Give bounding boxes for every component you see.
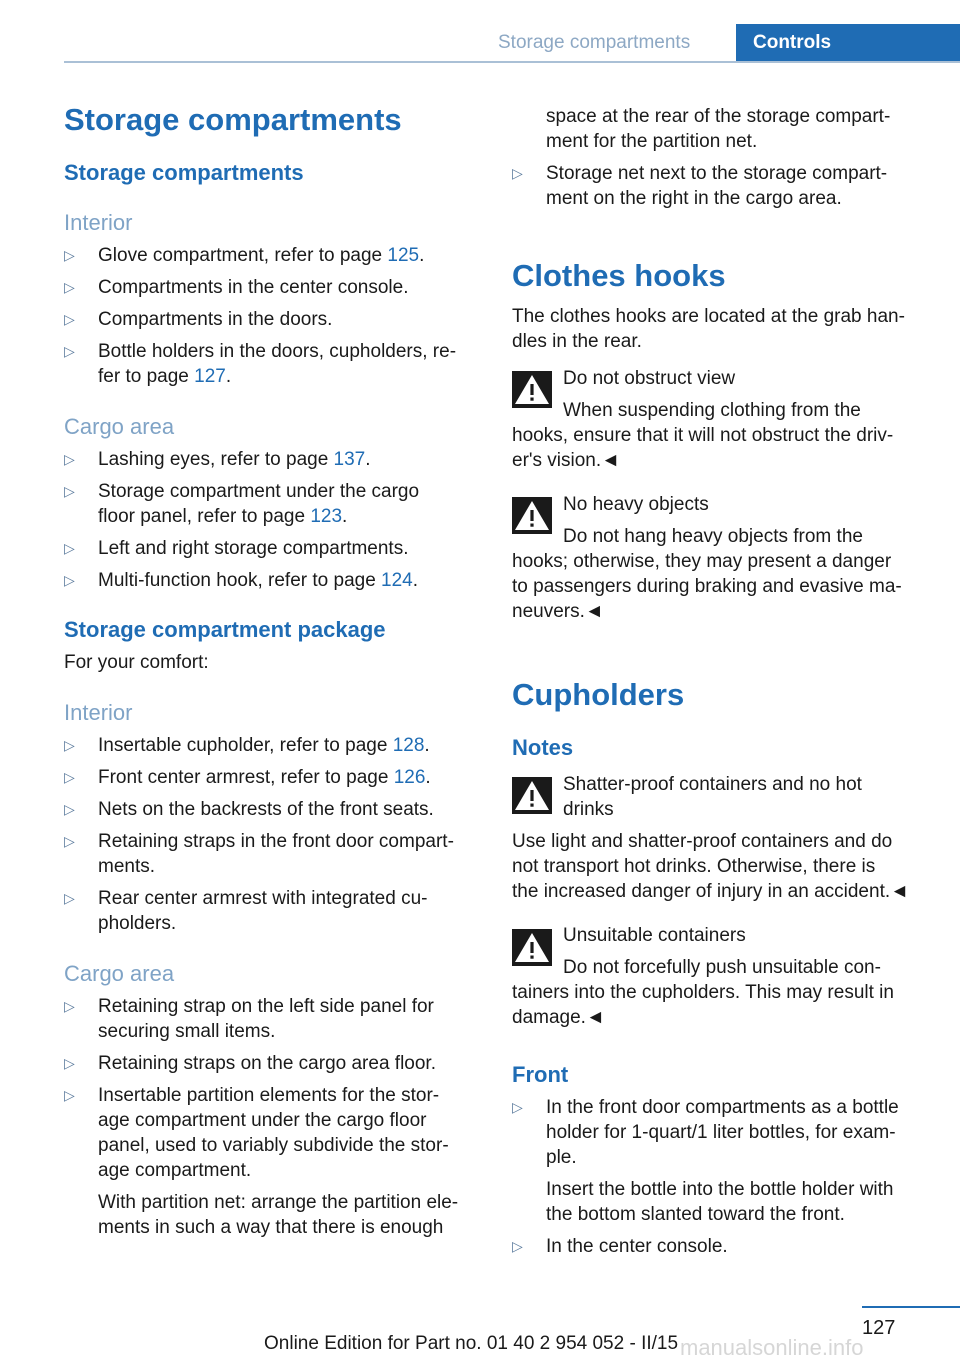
page-title: Storage compartments	[64, 102, 402, 137]
interior-heading: Interior	[64, 210, 133, 235]
bullet-icon: ▷	[64, 279, 75, 295]
warning-triangle-icon	[512, 371, 552, 408]
footer-rule	[862, 1306, 960, 1308]
bullet-icon: ▷	[512, 1238, 523, 1254]
bullet-icon: ▷	[64, 801, 75, 817]
partition-note-line: With partition net: arrange the partition ele-	[98, 1192, 459, 1213]
paragraph-line: The clothes hooks are located at the grab han-	[512, 306, 905, 327]
continued-line: ment for the partition net.	[546, 131, 758, 152]
bullet-icon: ▷	[64, 540, 75, 556]
page-link[interactable]: 127	[194, 366, 226, 387]
warning-text: hooks; otherwise, they may present a danger	[512, 551, 892, 572]
warning-text: damage.◄	[512, 1007, 605, 1028]
bullet-icon: ▷	[512, 1099, 523, 1115]
page-link[interactable]: 137	[333, 449, 366, 470]
warning-triangle-icon	[512, 497, 552, 534]
warning-text: er's vision.◄	[512, 450, 620, 471]
warning-title: Shatter-proof containers and no hot	[563, 774, 862, 795]
page-link[interactable]: 124	[381, 570, 413, 591]
warning-text: Do not hang heavy objects from the	[563, 526, 863, 547]
page-link[interactable]: 123	[310, 506, 343, 527]
warning-text: to passengers during braking and evasive ma-	[512, 576, 902, 597]
running-header-section: Storage compartments	[498, 32, 691, 53]
page-number: 127	[862, 1317, 896, 1339]
warning-text: not transport hot drinks. Otherwise, there is	[512, 856, 876, 877]
cargo-heading: Cargo area	[64, 414, 175, 439]
page-link[interactable]: 126	[393, 767, 426, 788]
header-rule	[64, 61, 960, 63]
warning-title: Unsuitable containers	[563, 925, 746, 946]
page-link[interactable]: 125	[387, 245, 420, 266]
package-intro: For your comfort:	[64, 652, 209, 673]
warning-text: Do not forcefully push unsuitable con-	[563, 957, 881, 978]
bullet-icon: ▷	[64, 451, 75, 467]
warning-text: the increased danger of injury in an accident.◄	[512, 881, 909, 902]
bullet-icon: ▷	[64, 572, 75, 588]
warning-triangle-icon	[512, 777, 552, 814]
pkg-cargo-heading: Cargo area	[64, 961, 175, 986]
warning-text: Use light and shatter-proof containers and do	[512, 831, 893, 852]
bullet-icon: ▷	[64, 890, 75, 906]
watermark: manualsonline.info	[680, 1335, 864, 1360]
package-heading: Storage compartment package	[64, 617, 386, 642]
warning-title: Do not obstruct view	[563, 368, 736, 389]
warning-text: When suspending clothing from the	[563, 400, 861, 421]
bullet-icon: ▷	[64, 343, 75, 359]
cupholders-title: Cupholders	[512, 677, 685, 712]
bullet-icon: ▷	[512, 165, 523, 181]
warning-text: tainers into the cupholders. This may result in	[512, 982, 894, 1003]
clothes-hooks-title: Clothes hooks	[512, 258, 726, 293]
pkg-interior-heading: Interior	[64, 700, 133, 725]
notes-heading: Notes	[512, 735, 574, 760]
bullet-icon: ▷	[64, 1055, 75, 1071]
warning-title: drinks	[563, 799, 614, 820]
bullet-icon: ▷	[64, 483, 75, 499]
paragraph-line: dles in the rear.	[512, 331, 642, 352]
running-header-chapter: Controls	[736, 24, 960, 62]
bullet-icon: ▷	[64, 998, 75, 1014]
edition-note: Online Edition for Part no. 01 40 2 954 052 - II/15	[264, 1333, 679, 1354]
section-title: Storage compartments	[64, 160, 304, 185]
page-link[interactable]: 128	[392, 735, 425, 756]
warning-text: hooks, ensure that it will not obstruct the driv-	[512, 425, 894, 446]
bullet-icon: ▷	[64, 247, 75, 263]
warning-text: neuvers.◄	[512, 601, 604, 622]
bullet-icon: ▷	[64, 311, 75, 327]
warning-triangle-icon	[512, 929, 552, 966]
partition-note-line: ments in such a way that there is enough	[98, 1217, 444, 1238]
bullet-icon: ▷	[64, 737, 75, 753]
continued-line: space at the rear of the storage compart-	[546, 106, 891, 127]
bullet-icon: ▷	[64, 833, 75, 849]
bullet-icon: ▷	[64, 769, 75, 785]
warning-title: No heavy objects	[563, 494, 709, 515]
front-heading: Front	[512, 1062, 569, 1087]
bullet-icon: ▷	[64, 1087, 75, 1103]
